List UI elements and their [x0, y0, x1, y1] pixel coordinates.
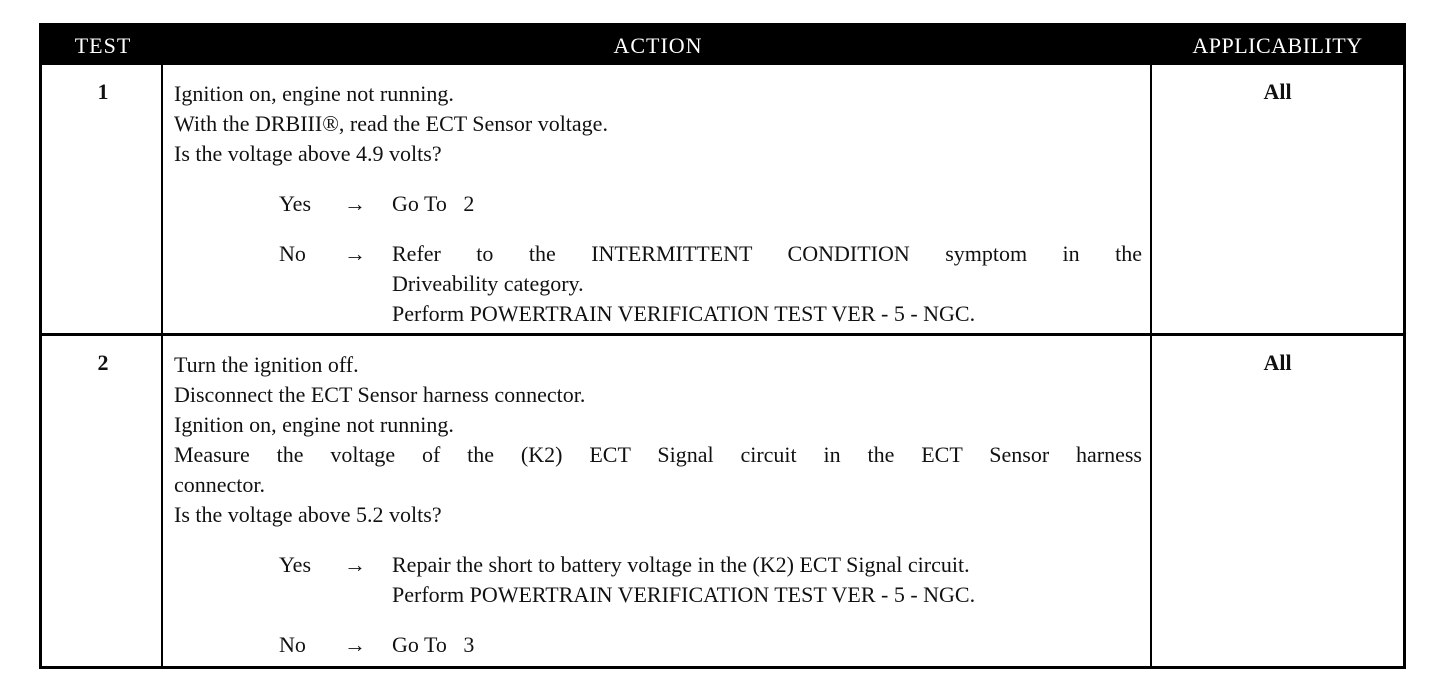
branch-result — [392, 189, 1142, 219]
branch-label-yes: Yes — [279, 191, 312, 216]
action-line: Ignition on, engine not running. — [174, 412, 454, 437]
no-branch — [174, 239, 1142, 329]
table-header — [42, 26, 1403, 65]
branch-line: Go To 3 — [392, 632, 475, 657]
action-line: Disconnect the ECT Sensor harness connector. — [174, 382, 586, 407]
branch-label-no: No — [279, 241, 306, 266]
action-line: With the DRBIII®, read the ECT Sensor voltage. — [174, 111, 608, 136]
yes-branch — [174, 550, 1142, 610]
header-applicability: APPLICABILITY — [1192, 33, 1363, 58]
action-line: Measure the voltage of the (K2) ECT Signal circuit in the ECT Sensor harness — [174, 442, 1142, 467]
action-line: Is the voltage above 4.9 volts? — [174, 141, 442, 166]
right-arrow-icon: → — [344, 552, 366, 577]
right-arrow-icon: → — [344, 632, 366, 657]
branch-result — [392, 239, 1142, 329]
table-row — [42, 336, 1403, 666]
applicability-value: All — [1263, 350, 1292, 375]
no-branch — [174, 630, 1142, 660]
test-number: 2 — [97, 350, 109, 375]
branch-line: Go To 2 — [392, 191, 475, 216]
header-action: ACTION — [613, 33, 703, 58]
action-line: Turn the ignition off. — [174, 352, 359, 377]
action-cell — [174, 79, 1142, 329]
yes-branch — [174, 189, 1142, 219]
branch-line: Perform POWERTRAIN VERIFICATION TEST VER - 5 - NGC. — [392, 582, 976, 607]
branch-line: Repair the short to battery voltage in the (K2) ECT Signal circuit. — [392, 552, 970, 577]
branch-line: Perform POWERTRAIN VERIFICATION TEST VER - 5 - NGC. — [392, 301, 976, 326]
branch-line: Refer to the INTERMITTENT CONDITION symptom in the — [392, 241, 1142, 266]
branch-result — [392, 630, 1142, 660]
action-cell — [174, 350, 1142, 660]
header-test: TEST — [74, 33, 132, 58]
action-line: Ignition on, engine not running. — [174, 81, 454, 106]
branch-result — [392, 550, 1142, 610]
right-arrow-icon: → — [344, 191, 366, 216]
action-line: Is the voltage above 5.2 volts? — [174, 502, 442, 527]
test-number: 1 — [97, 79, 109, 104]
action-line: connector. — [174, 472, 266, 497]
table-row — [42, 65, 1403, 333]
applicability-value: All — [1263, 79, 1292, 104]
branch-label-no: No — [279, 632, 306, 657]
branch-line: Driveability category. — [392, 271, 584, 296]
branch-label-yes: Yes — [279, 552, 312, 577]
right-arrow-icon: → — [344, 241, 366, 266]
diagnostic-test-table — [39, 23, 1406, 669]
